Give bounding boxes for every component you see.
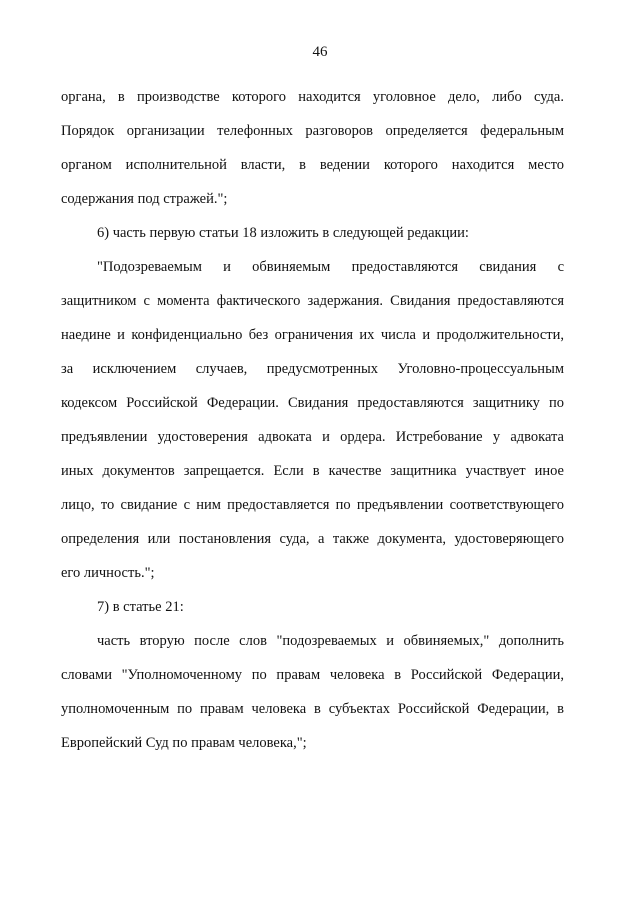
text-line: его личность.";: [61, 565, 155, 581]
text-line: защитником с момента фактического задержания. Свидания предоставляются: [61, 293, 564, 309]
text-line: определения или постановления суда, а также документа, удостоверяющего: [61, 531, 564, 547]
list-item-heading: 6) часть первую статьи 18 изложить в следующей редакции:: [97, 225, 469, 241]
text-line: Порядок организации телефонных разговоров определяется федеральным: [61, 123, 564, 139]
text-line: лицо, то свидание с ним предоставляется по предъявлении соответствующего: [61, 497, 564, 513]
text-line: содержания под стражей.";: [61, 191, 228, 207]
text-line: органа, в производстве которого находится уголовное дело, либо суда.: [61, 89, 564, 105]
text-line: иных документов запрещается. Если в качестве защитника участвует иное: [61, 463, 564, 479]
text-line: органом исполнительной власти, в ведении которого находится место: [61, 157, 564, 173]
text-line: уполномоченным по правам человека в субъектах Российской Федерации, в: [61, 701, 564, 717]
text-line: за исключением случаев, предусмотренных Уголовно-процессуальным: [61, 361, 564, 377]
text-line: "Подозреваемым и обвиняемым предоставляются свидания с: [97, 259, 564, 275]
page-number: 46: [312, 44, 328, 60]
text-line: кодексом Российской Федерации. Свидания предоставляются защитнику по: [61, 395, 564, 411]
text-line: предъявлении удостоверения адвоката и ордера. Истребование у адвоката: [61, 429, 564, 445]
list-item-heading: 7) в статье 21:: [97, 599, 184, 615]
text-line: наедине и конфиденциально без ограничения их числа и продолжительности,: [61, 327, 564, 343]
text-line: словами "Уполномоченному по правам человека в Российской Федерации,: [61, 667, 564, 683]
text-line: часть вторую после слов "подозреваемых и обвиняемых," дополнить: [97, 633, 564, 649]
text-line: Европейский Суд по правам человека,";: [61, 735, 307, 751]
